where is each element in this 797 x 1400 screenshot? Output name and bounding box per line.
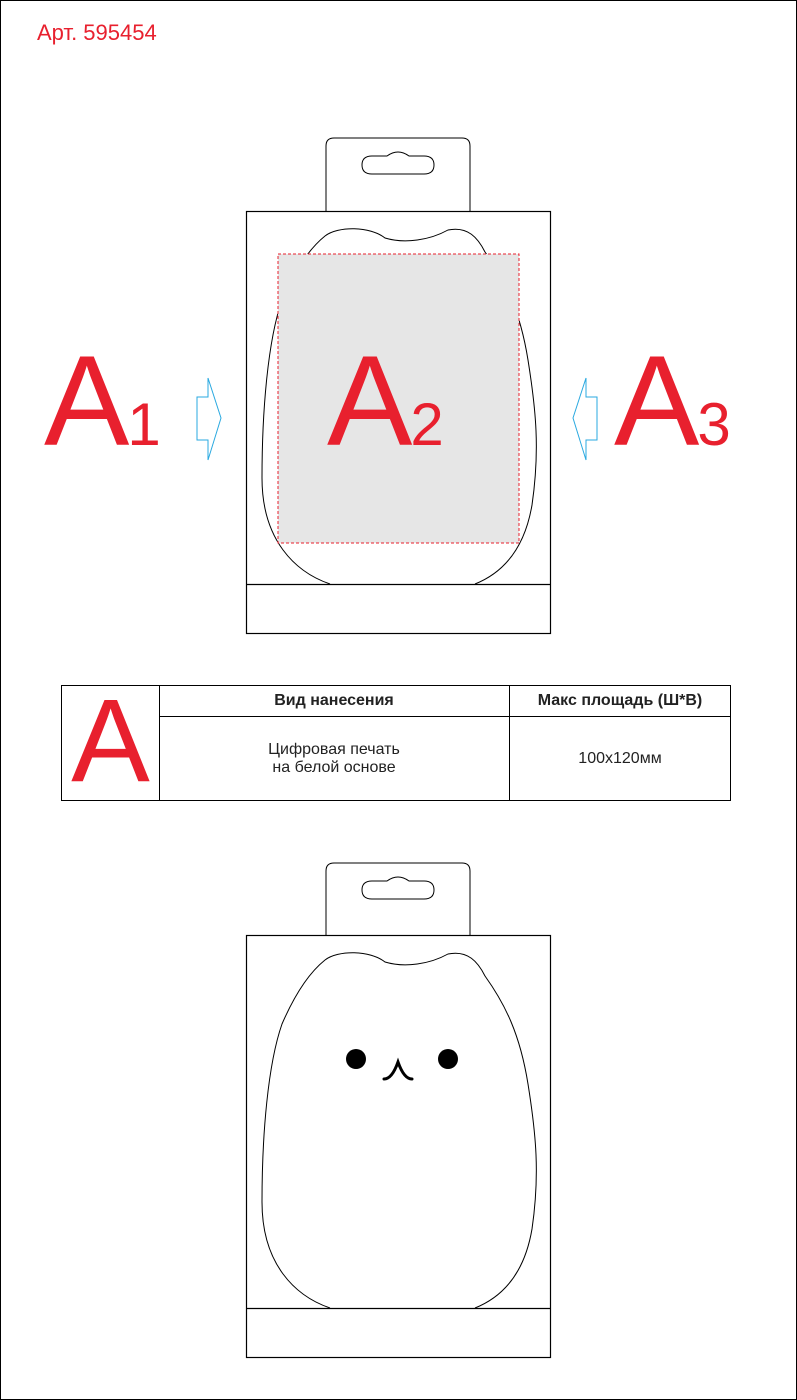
article-number: Арт. 595454 bbox=[37, 20, 157, 45]
hang-slot-2 bbox=[362, 877, 434, 899]
arrow-right-icon bbox=[197, 378, 221, 460]
area-cell: 100x120мм bbox=[509, 717, 730, 800]
card-2 bbox=[247, 936, 551, 1358]
bottom-package bbox=[247, 863, 551, 1358]
method-letter: A bbox=[62, 686, 160, 800]
cat-outline-2 bbox=[262, 953, 536, 1308]
mark-a3-number: 3 bbox=[697, 391, 731, 458]
arrow-left-icon bbox=[573, 378, 597, 460]
mark-a1-letter: A bbox=[44, 330, 128, 473]
hang-slot bbox=[362, 152, 434, 174]
mark-a1 bbox=[44, 330, 161, 473]
mark-a2 bbox=[327, 330, 444, 473]
method-line-2: на белой основе bbox=[272, 758, 396, 776]
hang-tab bbox=[326, 138, 470, 212]
mark-a3 bbox=[614, 330, 731, 473]
mark-a3-letter: A bbox=[614, 330, 698, 473]
print-method-table bbox=[61, 675, 731, 807]
cat-mouth-icon bbox=[384, 1062, 412, 1079]
cat-eye-left-icon bbox=[346, 1049, 366, 1069]
mark-a2-number: 2 bbox=[410, 391, 444, 458]
mark-a1-number: 1 bbox=[127, 391, 161, 458]
mark-a2-letter: A bbox=[327, 330, 411, 473]
header-method: Вид нанесения bbox=[159, 686, 509, 717]
method-line-1: Цифровая печать bbox=[268, 740, 400, 758]
cat-eye-right-icon bbox=[438, 1049, 458, 1069]
header-area: Макс площадь (Ш*В) bbox=[509, 686, 730, 717]
method-cell bbox=[159, 717, 509, 800]
